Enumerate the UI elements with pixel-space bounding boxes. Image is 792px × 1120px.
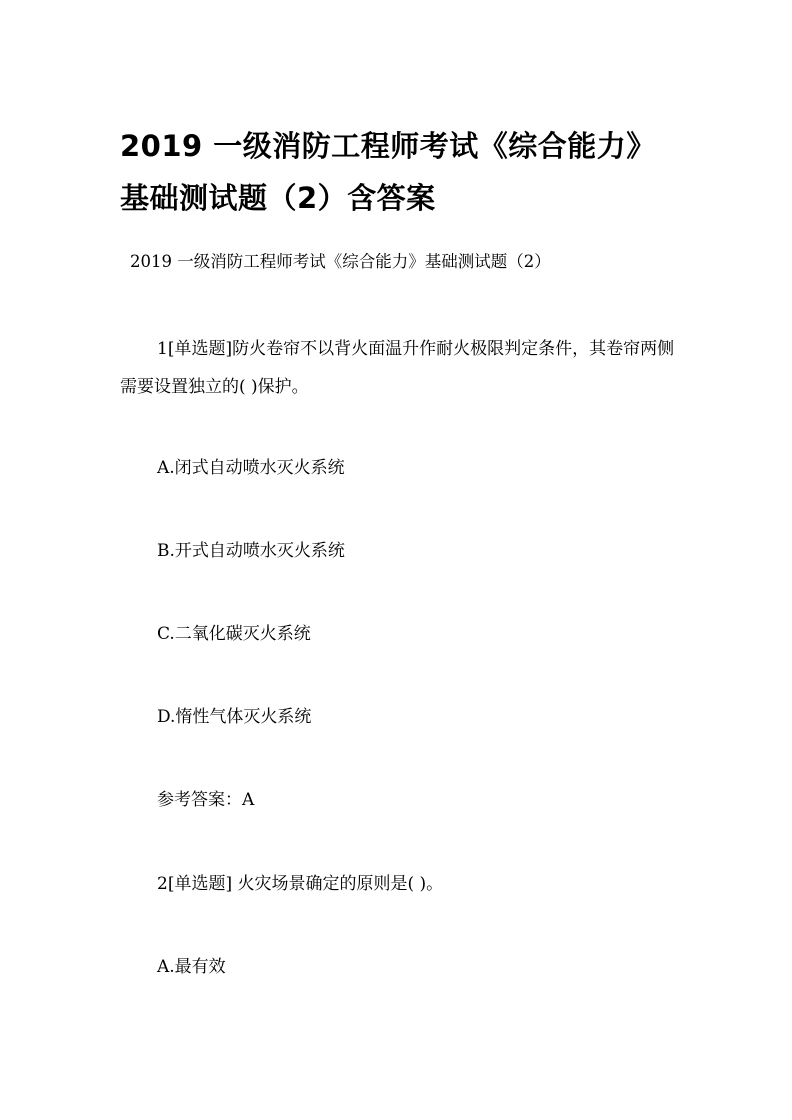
- question-1-option-a: A.闭式自动喷水灭火系统: [157, 458, 345, 478]
- document-subtitle: 2019 一级消防工程师考试《综合能力》基础测试题（2）: [130, 252, 551, 271]
- question-1-option-c: C.二氧化碳灭火系统: [157, 624, 311, 644]
- question-1-stem: 1[单选题]防火卷帘不以背火面温升作耐火极限判定条件，其卷帘两侧需要设置独立的( )保护。: [120, 339, 675, 397]
- question-2-stem: 2[单选题] 火灾场景确定的原则是( )。: [157, 874, 444, 894]
- document-title: 2019 一级消防工程师考试《综合能力》基础测试题（2）含答案: [120, 129, 656, 215]
- question-2-option-a: A.最有效: [157, 957, 226, 977]
- question-1-option-d: D.惰性气体灭火系统: [157, 707, 312, 727]
- question-1-option-b: B.开式自动喷水灭火系统: [157, 541, 345, 561]
- question-1-answer: 参考答案：A: [157, 790, 255, 810]
